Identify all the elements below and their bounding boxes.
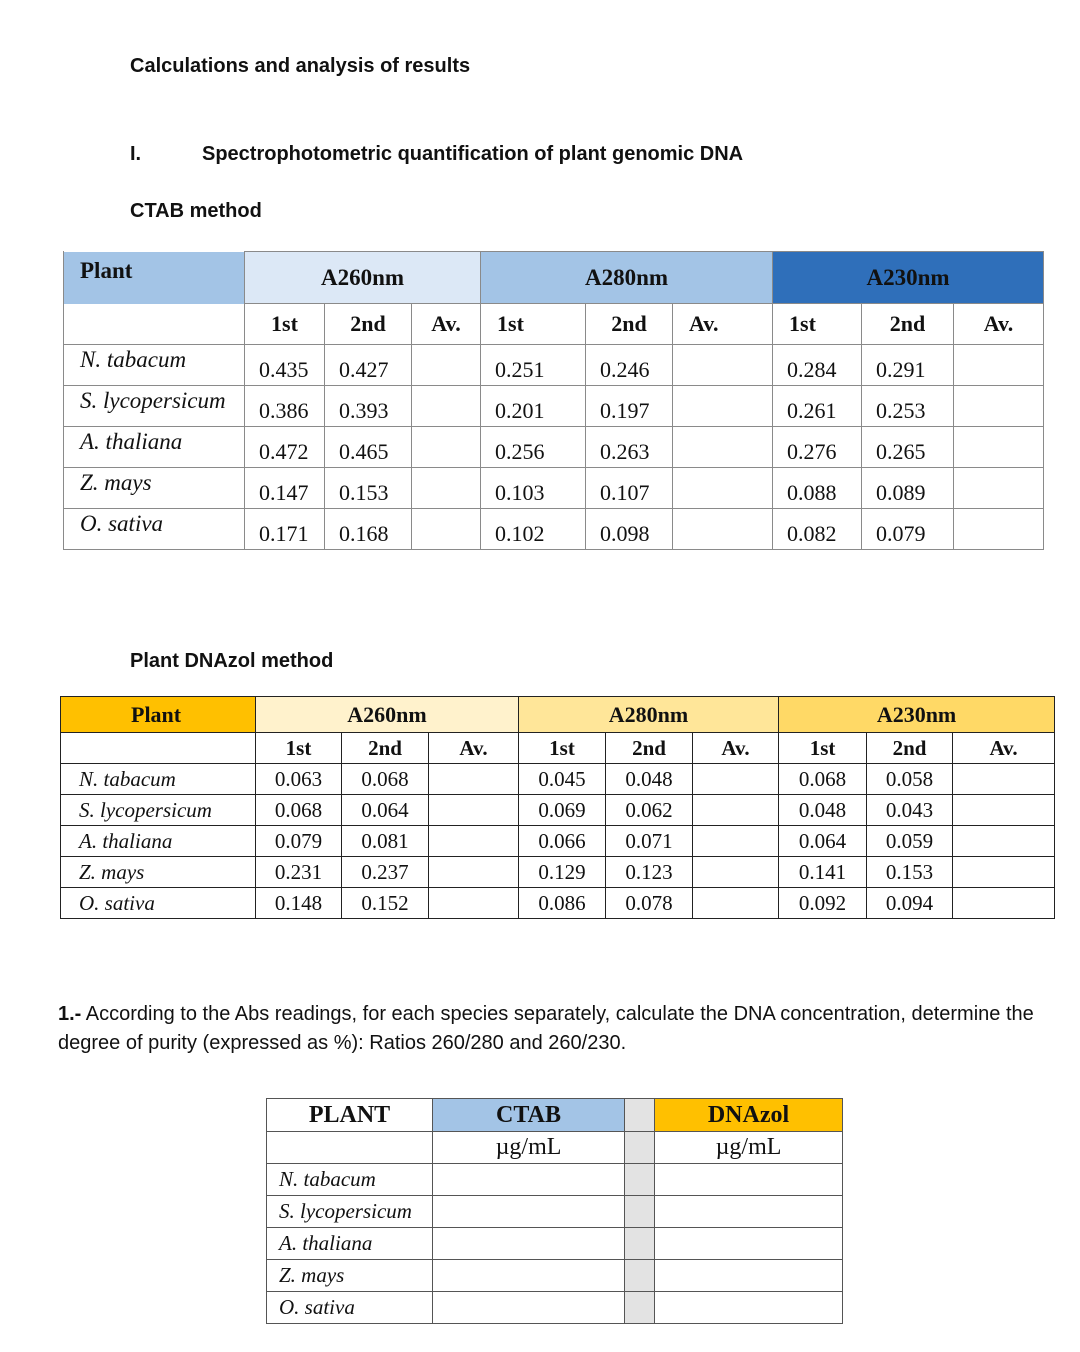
- ctab-a230-cell: [954, 386, 1044, 427]
- dnazol-a280-cell: 0.086: [519, 888, 606, 919]
- ctab-a230-cell: [954, 345, 1044, 386]
- ctab-a230-cell: 0.261: [773, 386, 862, 427]
- dnazol-a230-1st: 1st: [779, 733, 867, 764]
- ctab-subheader-blank: [64, 304, 245, 345]
- ctab-a280-2nd: 2nd: [586, 304, 673, 345]
- ctab-a280-cell: 0.197: [586, 386, 673, 427]
- ctab-a260-header: A260nm: [245, 252, 481, 304]
- dnazol-a280-header: A280nm: [519, 697, 779, 733]
- ctab-a280-cell: [673, 345, 773, 386]
- dnazol-subheader-row: [61, 733, 1055, 764]
- ctab-a280-1st: 1st: [481, 304, 586, 345]
- dnazol-a280-av: Av.: [693, 733, 779, 764]
- ctab-a280-cell: [673, 427, 773, 468]
- question-number: 1.-: [58, 1003, 82, 1025]
- ctab-a260-cell: 0.472: [245, 427, 325, 468]
- summary-plant-name: O. sativa: [267, 1292, 433, 1324]
- ctab-a230-cell: [954, 468, 1044, 509]
- table-row: [64, 427, 1044, 468]
- summary-ctab-unit: µg/mL: [433, 1132, 625, 1164]
- ctab-plant-name: N. tabacum: [64, 345, 245, 386]
- dnazol-a260-cell: 0.231: [256, 857, 342, 888]
- ctab-a230-cell: 0.079: [862, 509, 954, 550]
- dnazol-method-heading: Plant DNAzol method: [130, 650, 334, 672]
- dnazol-plant-name: Z. mays: [61, 857, 256, 888]
- dnazol-a280-cell: 0.078: [606, 888, 693, 919]
- dnazol-a230-cell: 0.094: [867, 888, 953, 919]
- dnazol-plant-header: Plant: [61, 697, 256, 733]
- ctab-a280-cell: 0.103: [481, 468, 586, 509]
- summary-plant-name: S. lycopersicum: [267, 1196, 433, 1228]
- dnazol-header-row: [61, 697, 1055, 733]
- ctab-a260-cell: [412, 468, 481, 509]
- section-title: Spectrophotometric quantification of plant genomic DNA: [202, 143, 744, 165]
- dnazol-a230-cell: 0.048: [779, 795, 867, 826]
- dnazol-a280-cell: 0.071: [606, 826, 693, 857]
- dnazol-table-body: [61, 764, 1055, 919]
- dnazol-a260-cell: 0.064: [342, 795, 429, 826]
- ctab-a280-cell: 0.251: [481, 345, 586, 386]
- dnazol-a230-header: A230nm: [779, 697, 1055, 733]
- table-row: [64, 345, 1044, 386]
- ctab-a260-cell: 0.465: [325, 427, 412, 468]
- summary-plant-name: Z. mays: [267, 1260, 433, 1292]
- table-row: [267, 1292, 843, 1324]
- summary-gap-unit: [625, 1132, 655, 1164]
- table-row: [64, 468, 1044, 509]
- ctab-a280-cell: 0.107: [586, 468, 673, 509]
- ctab-subheader-row: [64, 304, 1044, 345]
- summary-gap-cell: [625, 1164, 655, 1196]
- ctab-plant-name: O. sativa: [64, 509, 245, 550]
- summary-dnazol-cell[interactable]: [655, 1260, 843, 1292]
- dnazol-plant-name: N. tabacum: [61, 764, 256, 795]
- summary-dnazol-cell[interactable]: [655, 1292, 843, 1324]
- dnazol-a260-1st: 1st: [256, 733, 342, 764]
- ctab-a260-cell: 0.386: [245, 386, 325, 427]
- ctab-a260-cell: [412, 386, 481, 427]
- dnazol-a280-cell: [693, 764, 779, 795]
- table-row: [267, 1260, 843, 1292]
- ctab-a230-av: Av.: [954, 304, 1044, 345]
- summary-table: [266, 1098, 843, 1324]
- dnazol-a280-cell: [693, 795, 779, 826]
- ctab-a260-cell: [412, 509, 481, 550]
- table-row: [267, 1196, 843, 1228]
- dnazol-plant-name: A. thaliana: [61, 826, 256, 857]
- dnazol-a260-cell: 0.081: [342, 826, 429, 857]
- dnazol-a230-cell: [953, 857, 1055, 888]
- ctab-a260-cell: 0.168: [325, 509, 412, 550]
- ctab-a230-cell: 0.291: [862, 345, 954, 386]
- ctab-table: [63, 251, 1044, 550]
- dnazol-a280-cell: 0.062: [606, 795, 693, 826]
- summary-table-body: [267, 1164, 843, 1324]
- dnazol-a260-cell: [429, 826, 519, 857]
- summary-gap-header: [625, 1099, 655, 1132]
- table-row: [267, 1228, 843, 1260]
- table-row: [61, 764, 1055, 795]
- summary-dnazol-unit: µg/mL: [655, 1132, 843, 1164]
- ctab-a280-cell: [673, 468, 773, 509]
- dnazol-a230-2nd: 2nd: [867, 733, 953, 764]
- ctab-a230-cell: 0.276: [773, 427, 862, 468]
- table-row: [61, 795, 1055, 826]
- ctab-a280-cell: 0.201: [481, 386, 586, 427]
- dnazol-a260-cell: 0.068: [342, 764, 429, 795]
- summary-unit-blank: [267, 1132, 433, 1164]
- question-body: According to the Abs readings, for each species separately, calculate the DNA concentration, determine the degree of purity (expressed as %): Ratios 260/280 and 260/230.: [58, 1003, 1034, 1054]
- ctab-a260-1st: 1st: [245, 304, 325, 345]
- ctab-a280-cell: 0.098: [586, 509, 673, 550]
- dnazol-a230-cell: [953, 888, 1055, 919]
- ctab-a280-cell: 0.263: [586, 427, 673, 468]
- ctab-a260-av: Av.: [412, 304, 481, 345]
- summary-plant-name: A. thaliana: [267, 1228, 433, 1260]
- ctab-a280-cell: 0.246: [586, 345, 673, 386]
- ctab-a260-cell: 0.153: [325, 468, 412, 509]
- dnazol-a280-2nd: 2nd: [606, 733, 693, 764]
- ctab-a260-cell: 0.435: [245, 345, 325, 386]
- ctab-a260-cell: 0.393: [325, 386, 412, 427]
- summary-dnazol-cell[interactable]: [655, 1164, 843, 1196]
- ctab-a230-1st: 1st: [773, 304, 862, 345]
- dnazol-a260-cell: 0.152: [342, 888, 429, 919]
- dnazol-a260-cell: [429, 764, 519, 795]
- ctab-a280-cell: [673, 386, 773, 427]
- ctab-a260-cell: 0.171: [245, 509, 325, 550]
- dnazol-a230-cell: 0.141: [779, 857, 867, 888]
- ctab-a280-cell: 0.256: [481, 427, 586, 468]
- dnazol-a260-cell: 0.063: [256, 764, 342, 795]
- table-row: [61, 857, 1055, 888]
- summary-ctab-cell[interactable]: [433, 1164, 625, 1196]
- ctab-a260-2nd: 2nd: [325, 304, 412, 345]
- ctab-plant-header: Plant: [64, 252, 245, 304]
- summary-plant-name: N. tabacum: [267, 1164, 433, 1196]
- summary-dnazol-cell[interactable]: [655, 1196, 843, 1228]
- dnazol-a260-cell: [429, 888, 519, 919]
- ctab-a280-cell: 0.102: [481, 509, 586, 550]
- summary-gap-cell: [625, 1292, 655, 1324]
- summary-dnazol-cell[interactable]: [655, 1228, 843, 1260]
- section-number: I.: [130, 143, 142, 165]
- ctab-a230-header: A230nm: [773, 252, 1044, 304]
- dnazol-a230-cell: 0.058: [867, 764, 953, 795]
- dnazol-a260-cell: 0.237: [342, 857, 429, 888]
- dnazol-a230-cell: 0.153: [867, 857, 953, 888]
- dnazol-subheader-blank: [61, 733, 256, 764]
- summary-gap-cell: [625, 1228, 655, 1260]
- dnazol-a230-cell: 0.068: [779, 764, 867, 795]
- ctab-a280-av: Av.: [673, 304, 773, 345]
- dnazol-plant-name: O. sativa: [61, 888, 256, 919]
- ctab-a260-cell: [412, 427, 481, 468]
- ctab-table-body: [64, 345, 1044, 550]
- summary-header-row: [267, 1099, 843, 1132]
- dnazol-a280-cell: [693, 888, 779, 919]
- ctab-a230-cell: 0.088: [773, 468, 862, 509]
- table-row: [61, 888, 1055, 919]
- table-row: [64, 509, 1044, 550]
- dnazol-plant-name: S. lycopersicum: [61, 795, 256, 826]
- ctab-a230-cell: [954, 509, 1044, 550]
- ctab-a230-cell: 0.265: [862, 427, 954, 468]
- ctab-a230-cell: 0.253: [862, 386, 954, 427]
- dnazol-a230-cell: [953, 795, 1055, 826]
- dnazol-a260-cell: 0.079: [256, 826, 342, 857]
- dnazol-a280-cell: [693, 857, 779, 888]
- ctab-plant-name: A. thaliana: [64, 427, 245, 468]
- summary-dnazol-header: DNAzol: [655, 1099, 843, 1132]
- table-row: [61, 826, 1055, 857]
- dnazol-a260-header: A260nm: [256, 697, 519, 733]
- ctab-a230-cell: 0.082: [773, 509, 862, 550]
- ctab-method-heading: CTAB method: [130, 200, 262, 222]
- ctab-a230-cell: [954, 427, 1044, 468]
- ctab-a260-cell: 0.427: [325, 345, 412, 386]
- table-row: [267, 1164, 843, 1196]
- dnazol-a230-cell: [953, 764, 1055, 795]
- ctab-a230-cell: 0.284: [773, 345, 862, 386]
- dnazol-a230-cell: [953, 826, 1055, 857]
- dnazol-a260-cell: 0.148: [256, 888, 342, 919]
- summary-gap-cell: [625, 1196, 655, 1228]
- ctab-a260-cell: 0.147: [245, 468, 325, 509]
- dnazol-a230-cell: 0.059: [867, 826, 953, 857]
- ctab-a260-cell: [412, 345, 481, 386]
- ctab-plant-name: S. lycopersicum: [64, 386, 245, 427]
- ctab-a230-cell: 0.089: [862, 468, 954, 509]
- ctab-header-row: [64, 252, 1044, 304]
- summary-plant-header: PLANT: [267, 1099, 433, 1132]
- dnazol-a230-cell: 0.092: [779, 888, 867, 919]
- ctab-plant-name: Z. mays: [64, 468, 245, 509]
- summary-ctab-cell[interactable]: [433, 1228, 625, 1260]
- dnazol-a260-cell: 0.068: [256, 795, 342, 826]
- summary-ctab-cell[interactable]: [433, 1292, 625, 1324]
- dnazol-a280-cell: 0.048: [606, 764, 693, 795]
- page-title: Calculations and analysis of results: [130, 55, 471, 77]
- summary-unit-row: [267, 1132, 843, 1164]
- question-text: [58, 1000, 1048, 1058]
- ctab-a280-header: A280nm: [481, 252, 773, 304]
- dnazol-a280-cell: 0.066: [519, 826, 606, 857]
- dnazol-a280-cell: 0.069: [519, 795, 606, 826]
- summary-ctab-cell[interactable]: [433, 1260, 625, 1292]
- dnazol-a280-1st: 1st: [519, 733, 606, 764]
- dnazol-a280-cell: 0.045: [519, 764, 606, 795]
- dnazol-a280-cell: 0.123: [606, 857, 693, 888]
- dnazol-a260-2nd: 2nd: [342, 733, 429, 764]
- ctab-a280-cell: [673, 509, 773, 550]
- dnazol-a230-cell: 0.043: [867, 795, 953, 826]
- dnazol-table: [60, 696, 1055, 919]
- dnazol-a230-av: Av.: [953, 733, 1055, 764]
- dnazol-a280-cell: [693, 826, 779, 857]
- dnazol-a260-cell: [429, 857, 519, 888]
- dnazol-a260-cell: [429, 795, 519, 826]
- summary-gap-cell: [625, 1260, 655, 1292]
- dnazol-a260-av: Av.: [429, 733, 519, 764]
- dnazol-a230-cell: 0.064: [779, 826, 867, 857]
- summary-ctab-cell[interactable]: [433, 1196, 625, 1228]
- ctab-a230-2nd: 2nd: [862, 304, 954, 345]
- table-row: [64, 386, 1044, 427]
- summary-ctab-header: CTAB: [433, 1099, 625, 1132]
- dnazol-a280-cell: 0.129: [519, 857, 606, 888]
